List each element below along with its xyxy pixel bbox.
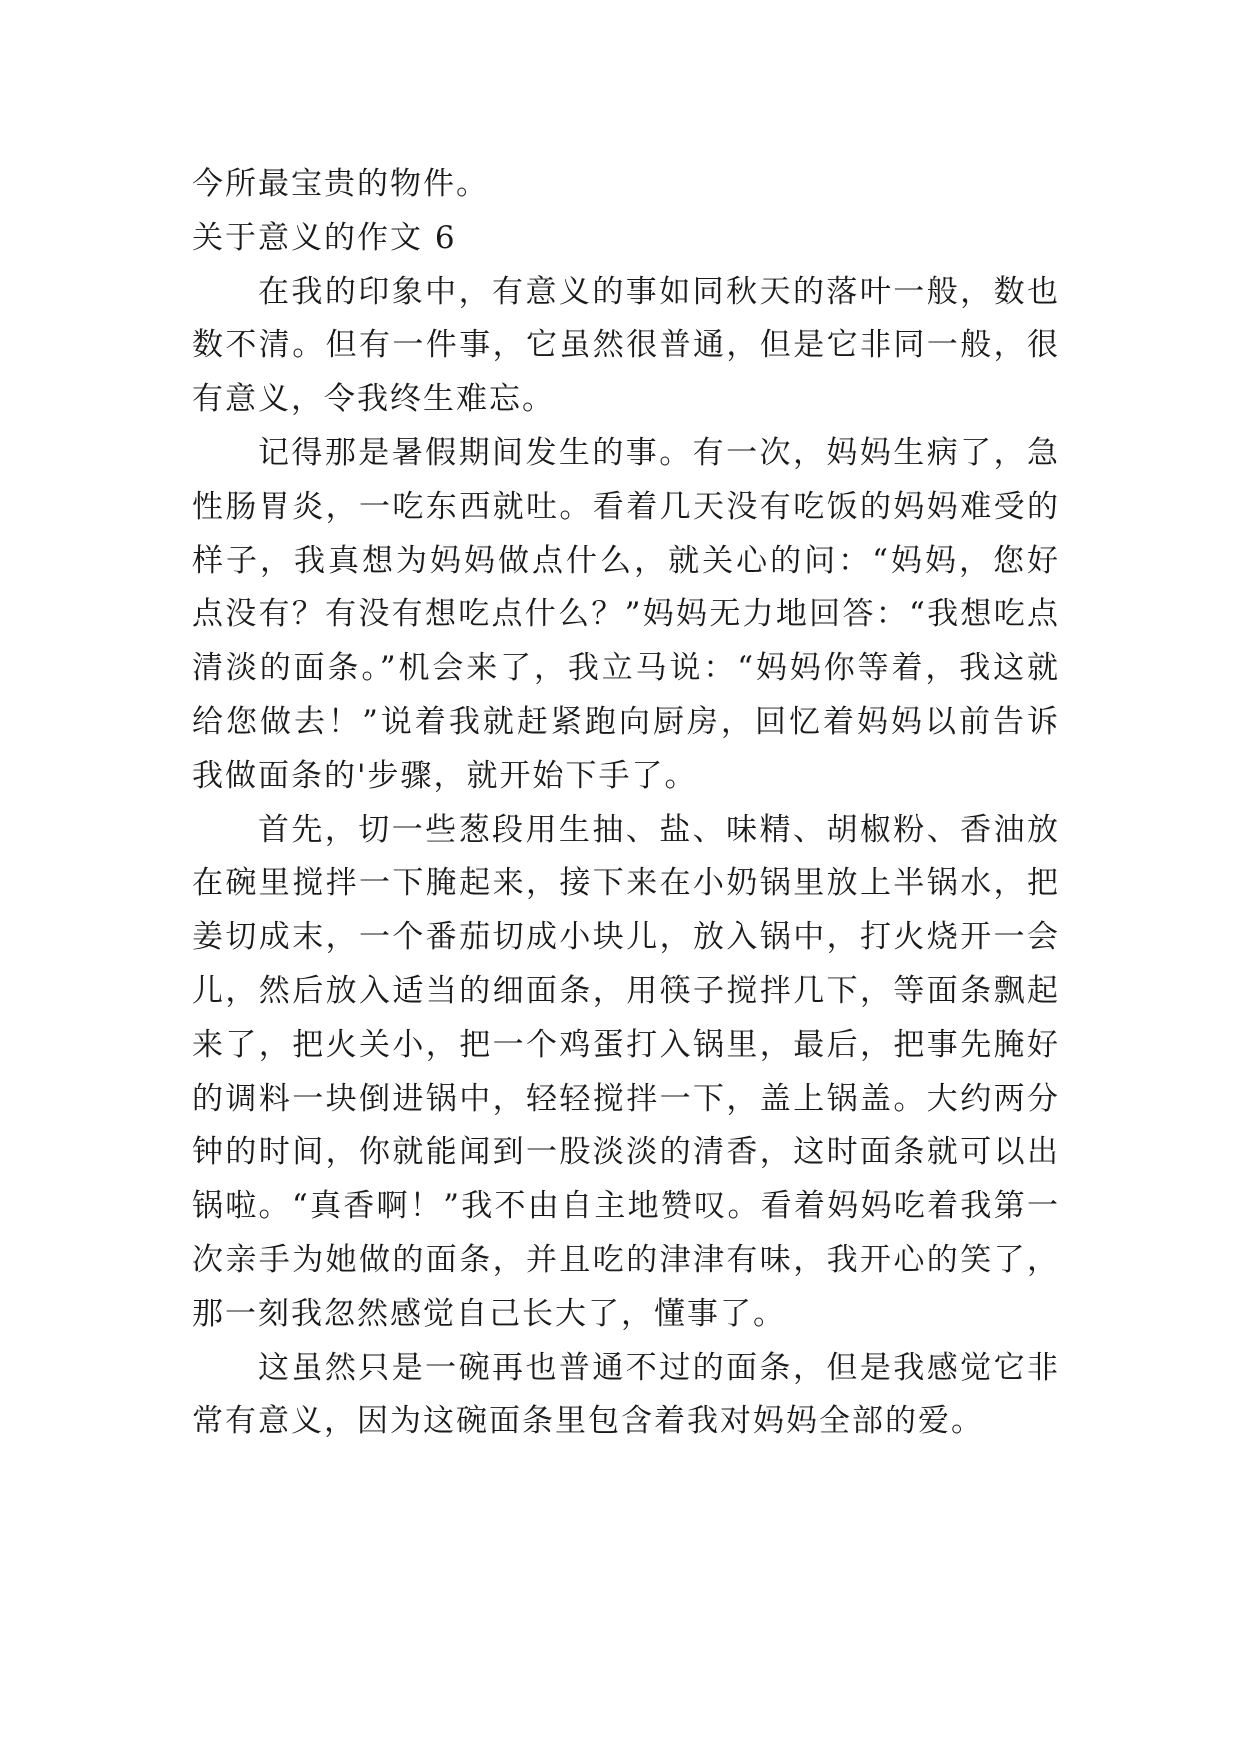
paragraph-1: 在我的印象中，有意义的事如同秋天的落叶一般，数也数不清。但有一件事，它虽然很普通，但是它非同一般，很有意义，令我终生难忘。 (192, 273, 1060, 418)
paragraph-3: 首先，切一些葱段用生抽、盐、味精、胡椒粉、香油放在碗里搅拌一下腌起来，接下来在小奶锅里放上半锅水，把姜切成末，一个番茄切成小块儿，放入锅中，打火烧开一会儿，然后放入适当的细面条，用筷子搅拌几下，等面条飘起来了，把火关小，把一个鸡蛋打入锅里，最后，把事先腌好的调料一块倒进锅中，轻轻搅拌一下，盖上锅盖。大约两分钟的时间，你就能闻到一股淡淡的清香，这时面条就可以出锅啦。“真香啊！”我不由自主地赞叹。看着妈妈吃着我第一次亲手为她做的面条，并且吃的津津有味，我开心的笑了，那一刻我忽然感觉自己长大了，懂事了。 (192, 811, 1060, 1332)
lead-line: 今所最宝贵的物件。 (192, 166, 489, 202)
section-title: 关于意义的作文 6 (192, 219, 457, 256)
essay-body (192, 158, 1060, 1449)
paragraph-4: 这虽然只是一碗再也普通不过的面条，但是我感觉它非常有意义，因为这碗面条里包含着我对妈妈全部的爱。 (192, 1349, 1060, 1440)
paragraph-2: 记得那是暑假期间发生的事。有一次，妈妈生病了，急性肠胃炎，一吃东西就吐。看着几天没有吃饭的妈妈难受的样子，我真想为妈妈做点什么，就关心的问：“妈妈，您好点没有？有没有想吃点什么？”妈妈无力地回答：“我想吃点清淡的面条。”机会来了，我立马说：“妈妈你等着，我这就给您做去！”说着我就赶紧跑向厨房，回忆着妈妈以前告诉我做面条的'步骤，就开始下手了。 (192, 434, 1060, 794)
